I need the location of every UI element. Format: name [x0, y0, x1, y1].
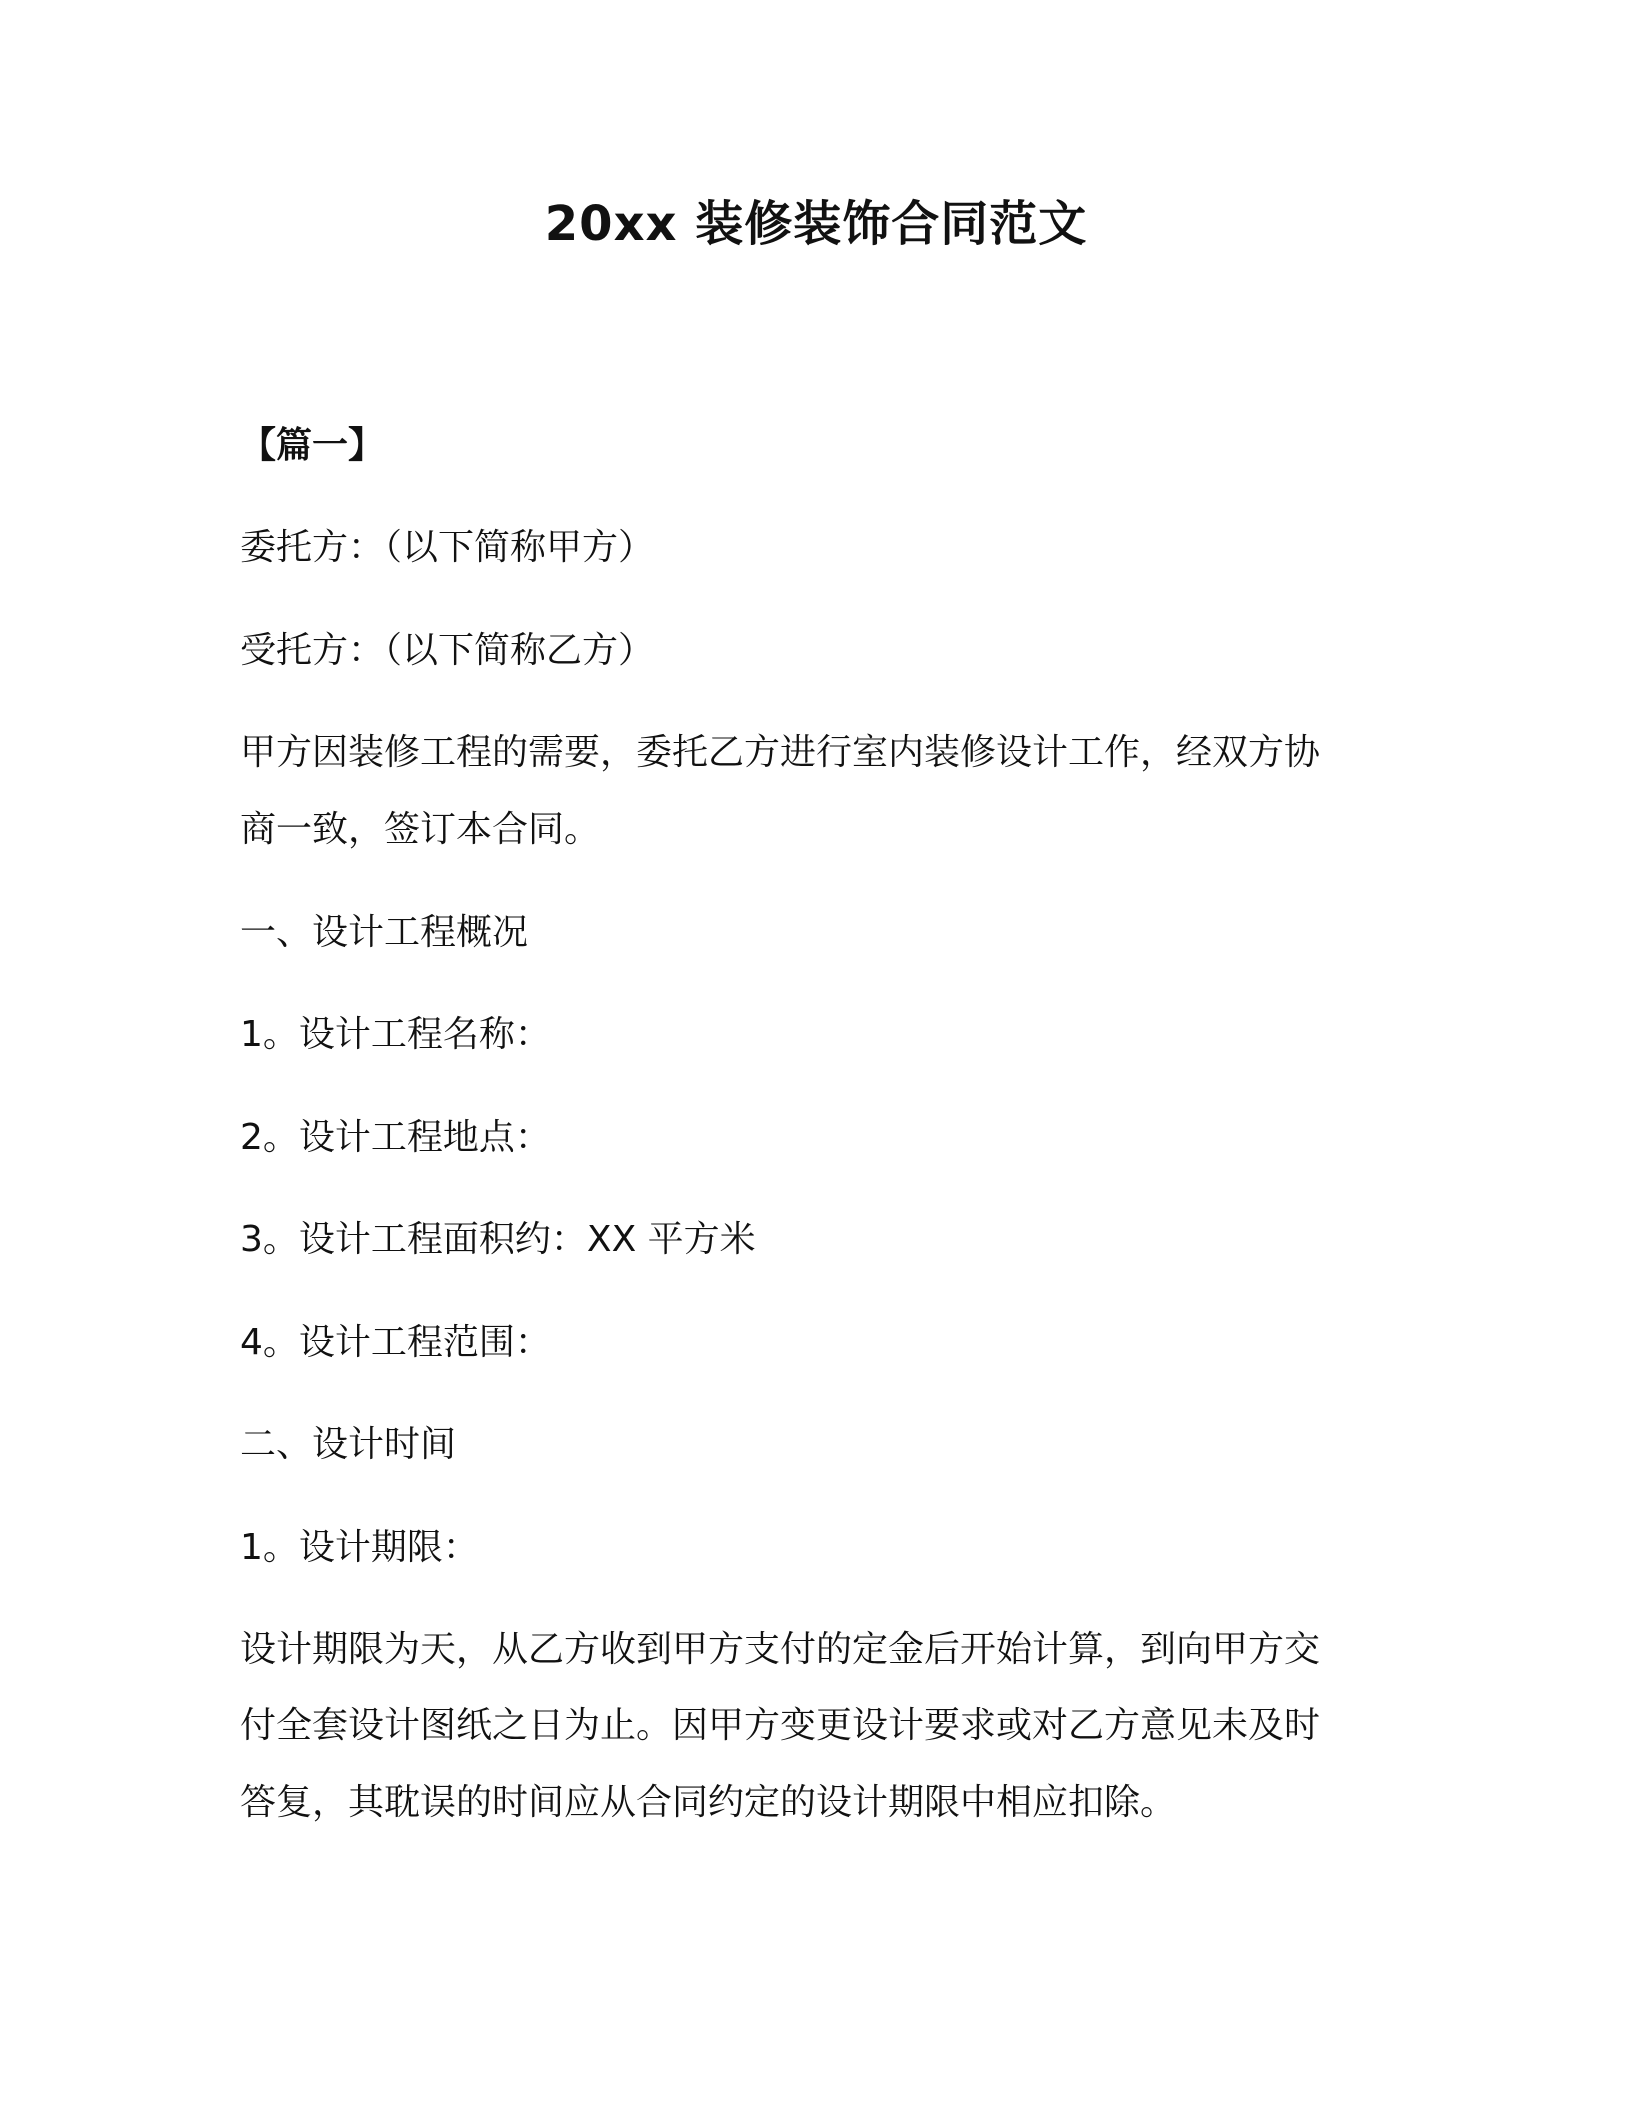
- section-heading-time: 二、设计时间: [240, 1424, 457, 1465]
- list-item: 1。设计期限：: [240, 1527, 479, 1568]
- list-item: 3。设计工程面积约：XX 平方米: [240, 1219, 756, 1260]
- section-heading-overview: 一、设计工程概况: [240, 912, 529, 953]
- list-item: 2。设计工程地点：: [240, 1117, 551, 1158]
- paragraph-line: 付全套设计图纸之日为止。因甲方变更设计要求或对乙方意见未及时: [240, 1705, 1321, 1746]
- contractor-line: 受托方：（以下简称乙方）: [240, 630, 655, 671]
- list-item: 1。设计工程名称：: [240, 1014, 551, 1055]
- client-line: 委托方：（以下简称甲方）: [240, 527, 655, 568]
- document-title: 20xx 装修装饰合同范文: [544, 196, 1088, 252]
- paragraph-line: 甲方因装修工程的需要，委托乙方进行室内装修设计工作，经双方协: [240, 732, 1321, 773]
- paragraph-line: 商一致，签订本合同。: [240, 809, 601, 850]
- paragraph-line: 设计期限为天，从乙方收到甲方支付的定金后开始计算，到向甲方交: [240, 1629, 1321, 1670]
- paragraph-line: 答复，其耽误的时间应从合同约定的设计期限中相应扣除。: [240, 1782, 1177, 1823]
- list-item: 4。设计工程范围：: [240, 1322, 551, 1363]
- section-heading-part-one: 【篇一】: [240, 425, 385, 466]
